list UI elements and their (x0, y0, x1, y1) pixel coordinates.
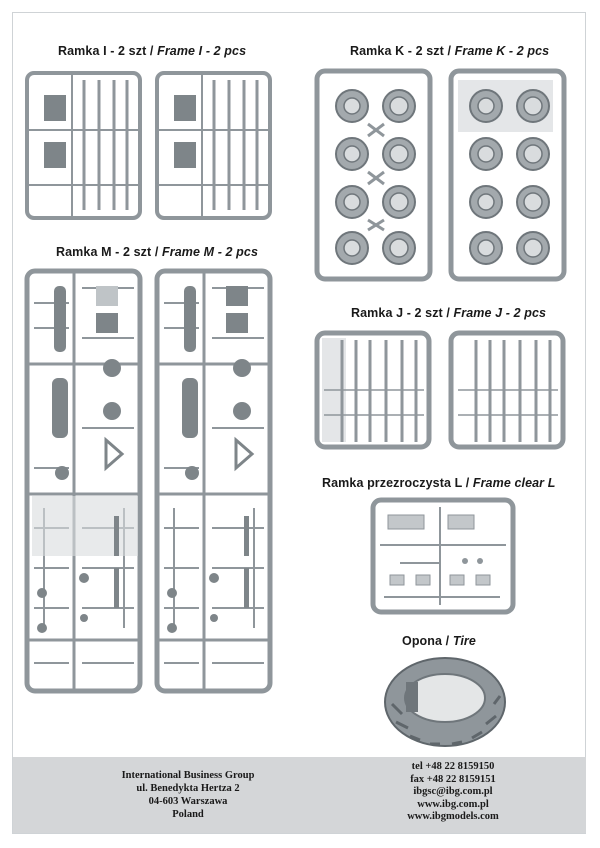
frame-i-sprue-left (27, 73, 140, 218)
frame-j-illustration (314, 330, 566, 450)
contact-tel: tel +48 22 8159150 (411, 761, 495, 772)
company-contact (343, 761, 563, 824)
footer (13, 757, 586, 833)
frame-m-part (54, 286, 66, 352)
frame-l-illustration (370, 497, 516, 615)
frame-k-label-pl: Ramka K - 2 szt / (350, 44, 452, 58)
frame-j-label-pl: Ramka J - 2 szt / (351, 306, 450, 320)
frame-m-part (182, 378, 198, 438)
contact-website-models[interactable]: www.ibgmodels.com (407, 811, 499, 822)
frame-j-label-en: Frame J - 2 pcs (453, 306, 547, 320)
frame-i-label-en: Frame I - 2 pcs (157, 44, 247, 58)
frame-m-sprue-left (27, 271, 140, 691)
frame-l-label-pl: Ramka przezroczysta L / (322, 476, 470, 490)
frame-m-label-en: Frame M - 2 pcs (162, 245, 258, 259)
frame-m-part (55, 466, 69, 480)
frame-m-part (106, 440, 122, 468)
tire-illustration (378, 652, 512, 752)
frame-i-part (44, 95, 66, 121)
company-name: International Business Group (121, 770, 255, 781)
frame-i-sprue-right (157, 73, 270, 218)
frame-i-part (174, 142, 196, 168)
frame-i-part (174, 95, 196, 121)
frame-m-label-pl: Ramka M - 2 szt / (56, 245, 159, 259)
frame-i-illustration (24, 70, 274, 222)
frame-m-part (52, 378, 68, 438)
frame-i-label-pl: Ramka I - 2 szt / (58, 44, 154, 58)
frame-j-caption (351, 306, 546, 320)
frame-m-part (96, 286, 118, 306)
company-address (73, 769, 303, 821)
company-country: Poland (172, 809, 204, 820)
frame-m-part (226, 313, 248, 333)
frame-k-caption (350, 44, 549, 58)
tire-label-en: Tire (452, 634, 476, 648)
frame-j-sprue-right (451, 333, 563, 447)
frame-i-caption (58, 44, 246, 58)
contact-email[interactable]: ibgsc@ibg.com.pl (413, 786, 493, 797)
company-city: 04-603 Warszawa (148, 796, 228, 807)
frame-k-label-en: Frame K - 2 pcs (454, 44, 550, 58)
frame-m-part (226, 286, 248, 306)
frame-m-sprue-right (157, 271, 270, 691)
frame-k-sprue-left (317, 71, 430, 279)
frame-k-illustration (314, 68, 568, 284)
frame-m-part (233, 359, 251, 377)
frame-m-part (236, 440, 252, 468)
frame-m-caption (56, 245, 258, 259)
frame-k-sprue-right (451, 71, 564, 279)
tire-label-pl: Opona / (402, 634, 450, 648)
frame-m-part (96, 313, 118, 333)
frame-l-label-en: Frame clear L (472, 476, 556, 490)
frame-m-part (233, 402, 251, 420)
frame-j-sprue-left (317, 333, 429, 447)
company-street: ul. Benedykta Hertza 2 (136, 783, 240, 794)
contact-website[interactable]: www.ibg.com.pl (417, 798, 489, 810)
frame-m-part (103, 359, 121, 377)
tire-caption (402, 634, 476, 648)
frame-m-illustration (24, 268, 274, 696)
frame-m-part (185, 466, 199, 480)
contact-fax: fax +48 22 8159151 (410, 773, 496, 785)
frame-m-part (103, 402, 121, 420)
frame-l-caption (322, 476, 555, 490)
frame-m-part (184, 286, 196, 352)
frame-i-part (44, 142, 66, 168)
